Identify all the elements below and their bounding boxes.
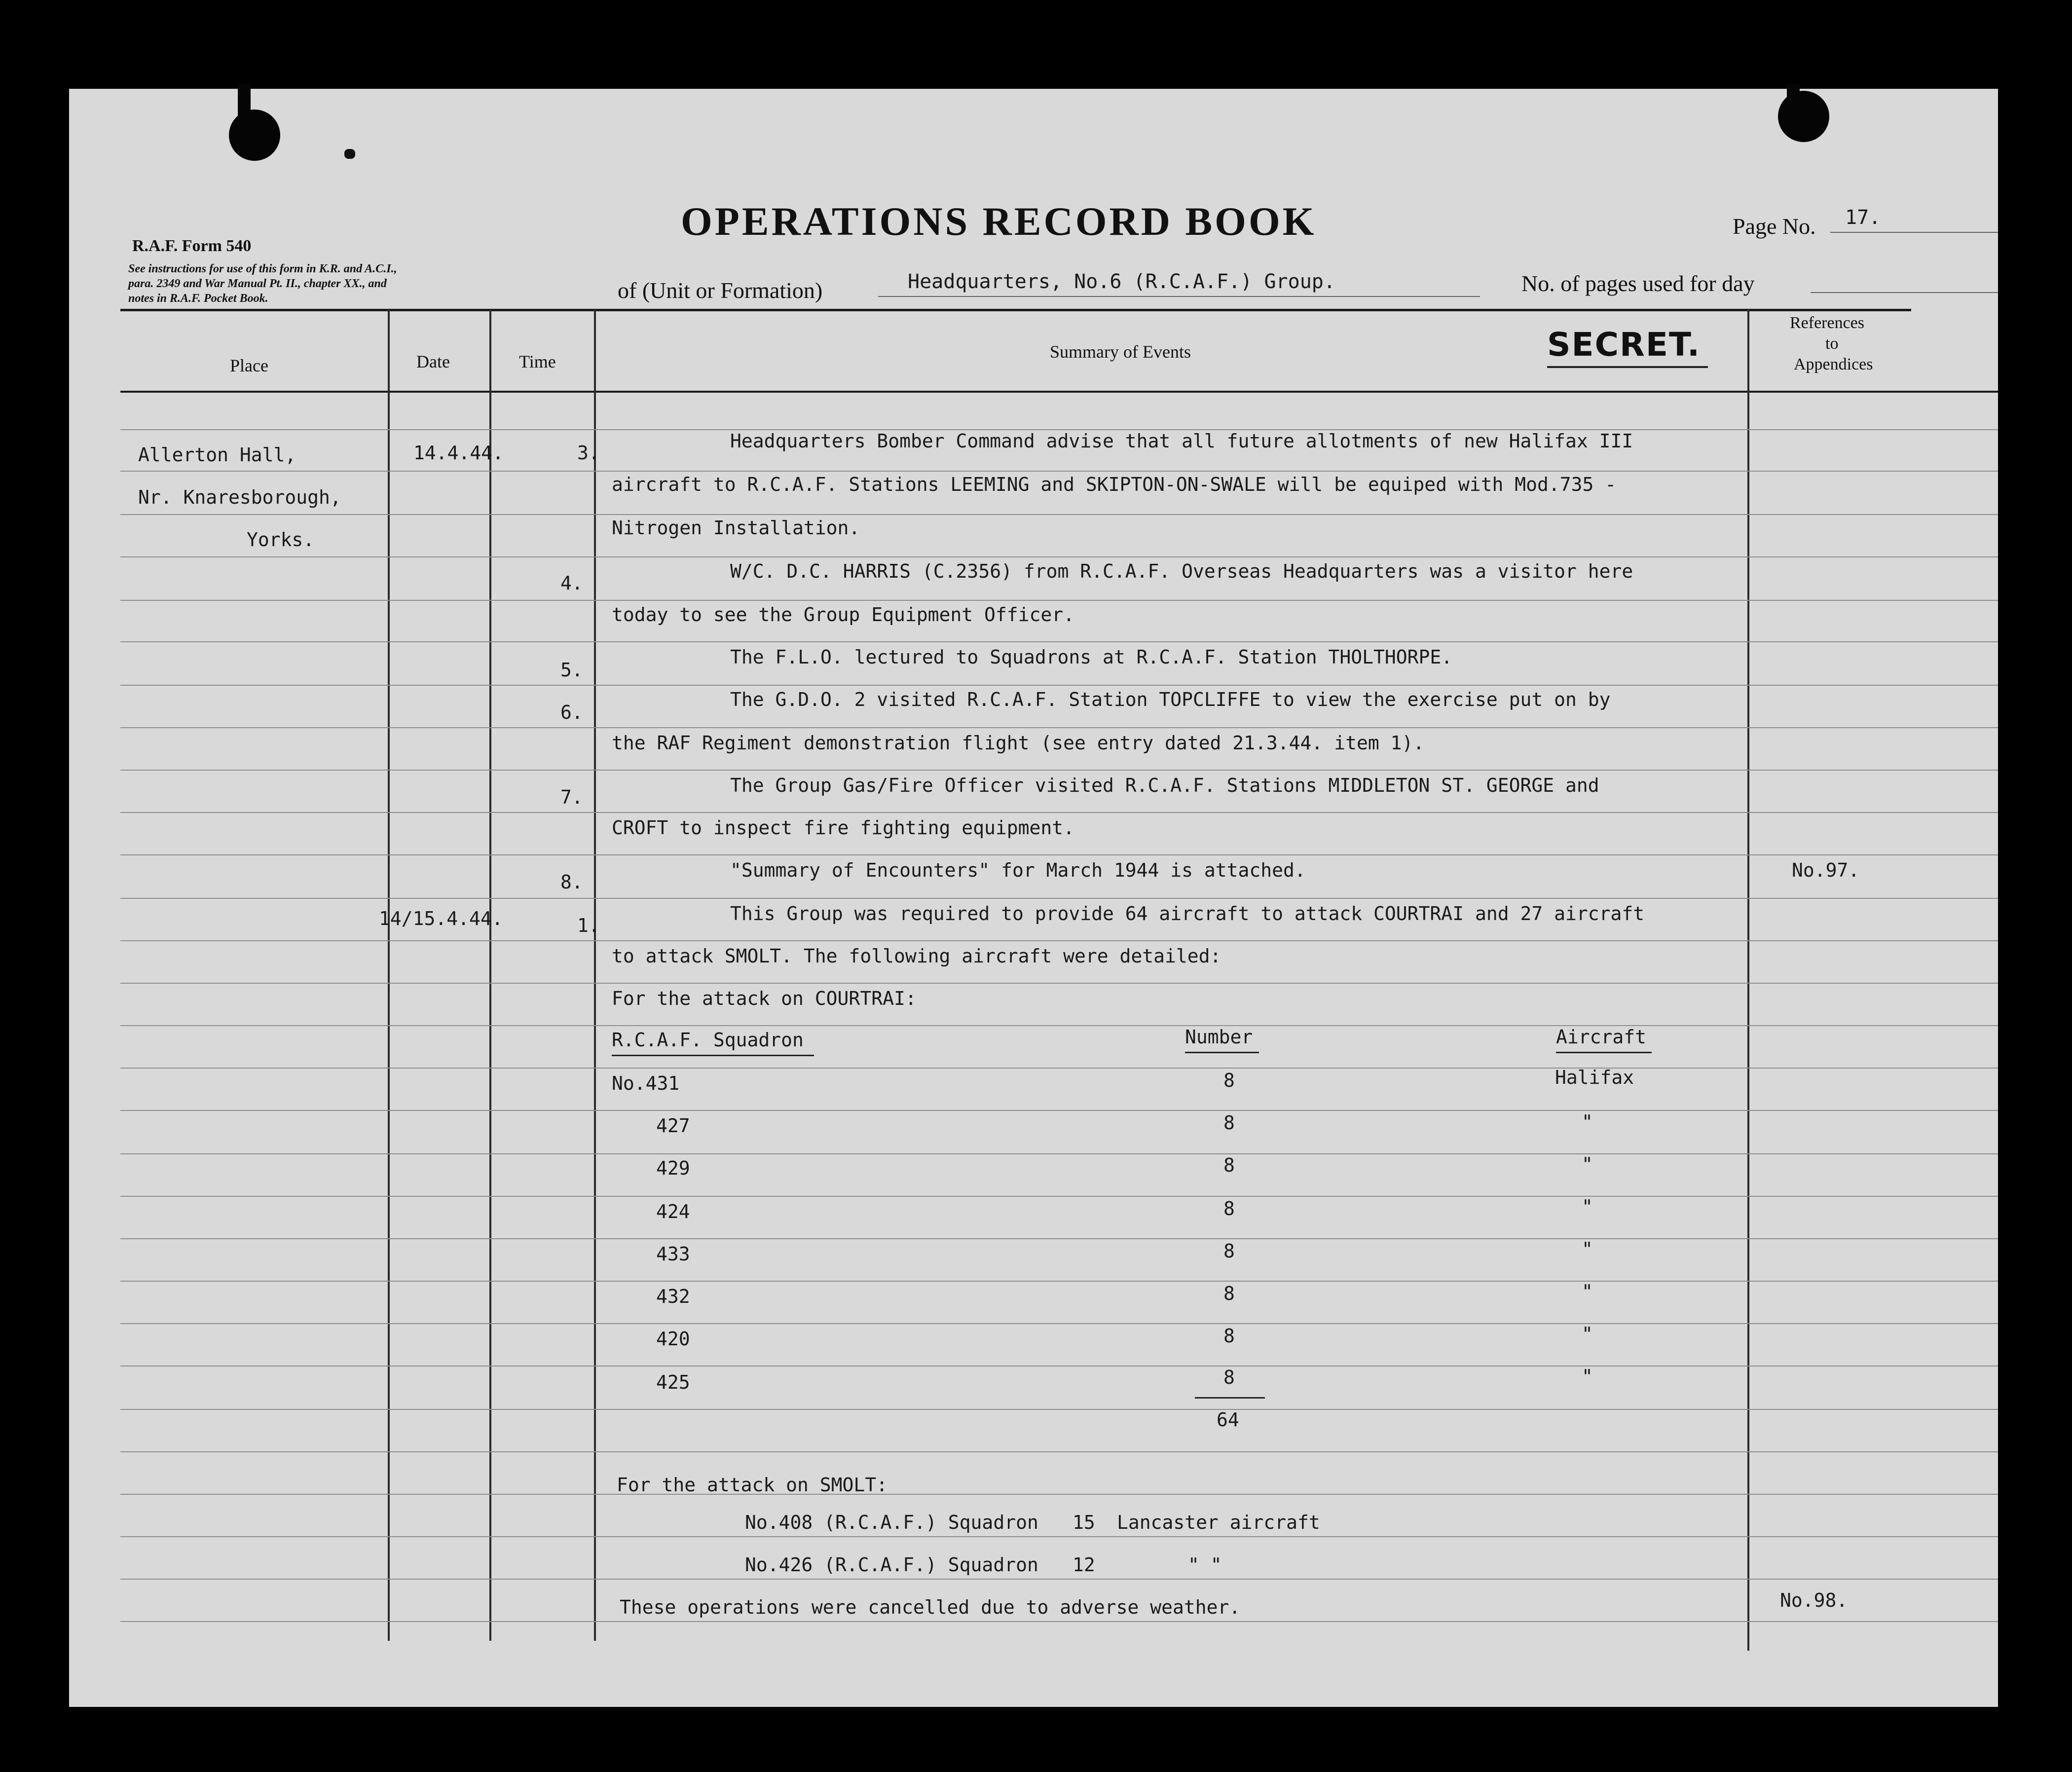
ruled-line <box>120 727 1998 728</box>
smolt-aircraft: " " <box>1188 1554 1222 1576</box>
summary-line: to attack SMOLT. The following aircraft were detailed: <box>612 945 1221 967</box>
ink-spot <box>344 149 355 159</box>
page-number-rule <box>1830 232 1998 233</box>
smolt-heading: For the attack on SMOLT: <box>617 1474 888 1496</box>
table-row: 8 <box>1223 1070 1235 1091</box>
table-row: " <box>1582 1281 1593 1302</box>
closing-note: These operations were cancelled due to adverse weather. <box>620 1596 1241 1618</box>
table-row: 8 <box>1223 1325 1235 1347</box>
courtrai-header-squadron-underline <box>612 1055 814 1056</box>
table-row: " <box>1582 1238 1593 1260</box>
table-row: " <box>1582 1196 1593 1218</box>
divider-time-summary <box>594 309 596 1641</box>
summary-line: Headquarters Bomber Command advise that all future allotments of new Halifax III <box>730 430 1633 452</box>
summary-line: For the attack on COURTRAI: <box>612 988 917 1009</box>
place-line: Nr. Knaresborough, <box>138 486 341 508</box>
unit-rule <box>878 296 1480 297</box>
ruled-line <box>120 1494 1998 1495</box>
summary-line: The F.L.O. lectured to Squadrons at R.C.A.F. Station THOLTHORPE. <box>730 646 1453 668</box>
ruled-line <box>120 685 1998 686</box>
ruled-line <box>120 514 1998 515</box>
ruled-line <box>120 1536 1998 1537</box>
column-date: Date <box>416 352 450 371</box>
date-entry: 14/15.4.44. <box>379 908 503 929</box>
column-refs-1: References <box>1790 314 1865 332</box>
form-instruction-2: para. 2349 and War Manual Pt. II., chapter XX., and <box>128 277 387 290</box>
ruled-line <box>120 1323 1998 1324</box>
table-row: 8 <box>1223 1283 1235 1304</box>
smolt-squadron: No.408 (R.C.A.F.) Squadron <box>745 1512 1038 1533</box>
ruled-line <box>120 556 1998 557</box>
column-refs-2: to <box>1825 334 1839 353</box>
table-row: 8 <box>1223 1112 1235 1134</box>
ruled-line <box>120 898 1998 899</box>
table-row: " <box>1582 1111 1593 1133</box>
ruled-line <box>120 600 1998 601</box>
table-row: " <box>1582 1323 1593 1345</box>
ruled-line <box>120 641 1998 642</box>
table-row: 8 <box>1223 1366 1235 1388</box>
ruled-line <box>120 1579 1998 1580</box>
smolt-count: 15 <box>1073 1512 1095 1533</box>
summary-line: the RAF Regiment demonstration flight (see entry dated 21.3.44. item 1). <box>612 732 1425 754</box>
ruled-line <box>120 854 1998 855</box>
ruled-line <box>120 1196 1998 1197</box>
item-number: 7. <box>560 786 583 808</box>
place-line: Allerton Hall, <box>138 444 296 466</box>
courtrai-total: 64 <box>1217 1409 1239 1431</box>
ruled-line <box>120 1451 1998 1452</box>
form-instruction-1: See instructions for use of this form in K.R. and A.C.I., <box>128 262 397 275</box>
ruled-line <box>120 471 1998 472</box>
ruled-line <box>120 1068 1998 1069</box>
table-row: 8 <box>1223 1240 1235 1262</box>
pages-used-label: No. of pages used for day <box>1521 271 1755 296</box>
summary-line: The Group Gas/Fire Officer visited R.C.A.F. Stations MIDDLETON ST. GEORGE and <box>730 775 1599 796</box>
summary-line: Nitrogen Installation. <box>612 517 860 539</box>
courtrai-header-number: Number <box>1185 1026 1253 1048</box>
item-number: 5. <box>560 659 583 681</box>
secret-stamp: SECRET. <box>1547 326 1701 364</box>
table-row: 433 <box>656 1243 690 1265</box>
item-number: 6. <box>560 701 583 723</box>
courtrai-header-squadron: R.C.A.F. Squadron <box>612 1029 804 1051</box>
table-row: Halifax <box>1555 1067 1634 1088</box>
page-number-value: 17. <box>1845 206 1881 229</box>
courtrai-header-aircraft-underline <box>1556 1052 1652 1053</box>
secret-underline <box>1547 366 1708 368</box>
table-row: 8 <box>1223 1154 1235 1176</box>
column-time: Time <box>519 352 556 371</box>
ruled-line <box>120 940 1998 941</box>
page-number-label: Page No. <box>1733 214 1816 239</box>
table-header-rule <box>120 391 1998 393</box>
ruled-line <box>120 812 1998 813</box>
date-entry: 14.4.44. <box>413 442 504 464</box>
item-number: 8. <box>560 871 583 893</box>
item-number: 3. <box>577 442 600 464</box>
table-row: " <box>1582 1153 1593 1175</box>
summary-line: W/C. D.C. HARRIS (C.2356) from R.C.A.F. Overseas Headquarters was a visitor here <box>730 560 1633 582</box>
ruled-line <box>120 1409 1998 1410</box>
table-row: 425 <box>656 1371 690 1393</box>
place-line: Yorks. <box>247 529 315 551</box>
ruled-line <box>120 1621 1998 1622</box>
column-summary: Summary of Events <box>1050 342 1191 362</box>
column-refs-3: Appendices <box>1794 355 1873 373</box>
courtrai-header-number-underline <box>1185 1052 1259 1053</box>
table-row: 424 <box>656 1201 690 1222</box>
table-row: 432 <box>656 1286 690 1307</box>
ruled-line <box>120 1238 1998 1239</box>
unit-value: Headquarters, No.6 (R.C.A.F.) Group. <box>908 270 1335 293</box>
ruled-line <box>120 1025 1998 1026</box>
unit-label: of (Unit or Formation) <box>618 278 823 303</box>
table-row: 420 <box>656 1328 690 1350</box>
summary-line: today to see the Group Equipment Officer. <box>612 604 1074 626</box>
divider-place-date <box>388 309 390 1641</box>
table-row: 8 <box>1223 1198 1235 1219</box>
binder-hole-left <box>229 110 280 161</box>
smolt-count: 12 <box>1073 1554 1095 1576</box>
smolt-squadron: No.426 (R.C.A.F.) Squadron <box>745 1554 1038 1576</box>
divider-date-time <box>489 309 491 1641</box>
table-row: " <box>1582 1366 1593 1387</box>
summary-line: "Summary of Encounters" for March 1944 is attached. <box>730 859 1306 881</box>
table-row: 429 <box>656 1157 690 1179</box>
pages-used-rule <box>1811 292 1998 293</box>
page-title: OPERATIONS RECORD BOOK <box>681 199 1317 244</box>
divider-summary-refs <box>1747 309 1749 1651</box>
courtrai-header-aircraft: Aircraft <box>1556 1026 1647 1048</box>
item-number: 1. <box>577 915 600 936</box>
item-number: 4. <box>560 572 583 594</box>
summary-line: The G.D.O. 2 visited R.C.A.F. Station TOPCLIFFE to view the exercise put on by <box>730 689 1611 710</box>
table-row: 427 <box>656 1115 690 1137</box>
summary-line: CROFT to inspect fire fighting equipment. <box>612 817 1074 839</box>
total-rule <box>1195 1397 1265 1399</box>
ruled-line <box>120 770 1998 771</box>
smolt-aircraft: Lancaster aircraft <box>1117 1512 1320 1533</box>
record-sheet <box>69 89 1998 1707</box>
ruled-line <box>120 1281 1998 1282</box>
binder-hole-right <box>1778 91 1829 142</box>
ruled-line <box>120 1153 1998 1154</box>
table-row: No.431 <box>612 1072 680 1094</box>
ruled-line <box>120 1110 1998 1111</box>
form-number: R.A.F. Form 540 <box>132 237 252 255</box>
appendix-reference: No.97. <box>1792 859 1860 881</box>
summary-line: This Group was required to provide 64 aircraft to attack COURTRAI and 27 aircraft <box>730 903 1645 924</box>
appendix-reference: No.98. <box>1780 1589 1848 1611</box>
ruled-line <box>120 983 1998 984</box>
summary-line: aircraft to R.C.A.F. Stations LEEMING and SKIPTON-ON-SWALE will be equiped with Mod.735 - <box>612 474 1617 495</box>
column-place: Place <box>230 356 268 375</box>
form-instruction-3: notes in R.A.F. Pocket Book. <box>128 292 268 305</box>
